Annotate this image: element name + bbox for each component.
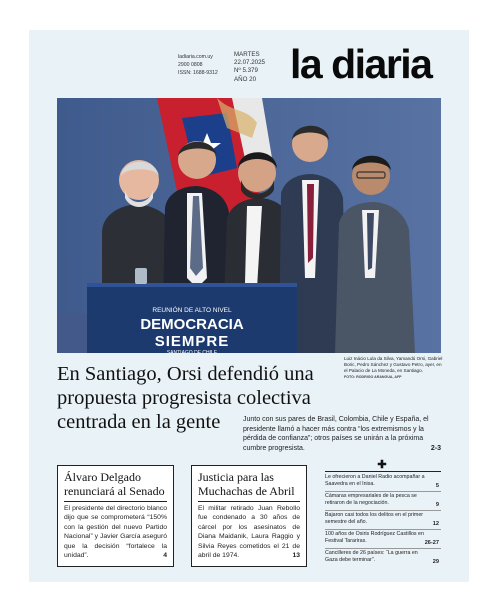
story-page-ref: 4 [163, 552, 167, 560]
story-title[interactable]: Álvaro Delgado renunciará al Senado [64, 470, 165, 498]
story-title[interactable]: Justicia para las Muchachas de Abril [198, 470, 295, 498]
index-item-text: Bajaron casi todos los delitos en el primer semestre del año. [325, 512, 424, 525]
index-item[interactable] [325, 512, 441, 530]
podium-line-3: SIEMPRE [154, 333, 230, 350]
lead-deck-text: Junto con sus pares de Brasil, Colombia, Chile y España, el presidente llamó a hacer más contra “los extremismos y la pérdida de confianza”; otros países se unirán a la próxima cumbre progresista. [243, 416, 429, 452]
index-item-text: 100 años de Osiris Rodríguez Castillos en Festival Tarariras. [325, 531, 424, 544]
plus-icon: ✚ [377, 459, 387, 471]
podium-line-1: REUNIÓN DE ALTO NIVEL [152, 307, 232, 314]
story-box-delgado[interactable] [57, 465, 174, 567]
weekday-text: MARTES [234, 51, 260, 58]
index-item-page: 9 [435, 502, 439, 508]
year-text: AÑO 20 [234, 75, 257, 83]
index-item-text: Cámaras empresariales de la pesca se retiraron de la negociación. [325, 493, 417, 506]
divider [64, 501, 167, 502]
la-diaria-logo: la diaria [290, 41, 432, 87]
photo-illustration [57, 98, 441, 353]
story-body [64, 504, 167, 560]
story-body-text: El militar retirado Juan Rebollo fue condenado a 30 años de cárcel por los asesinatos de Diana Maidanik, Laura Raggio y Silvia Reyes cometidos el 21 de abril de 1974. [198, 505, 300, 560]
index-item[interactable] [325, 493, 441, 511]
phone-text: 2900 0808 [178, 62, 203, 68]
divider [198, 501, 300, 502]
story-body [198, 504, 300, 560]
issn-text: ISSN: 1688-9312 [178, 70, 218, 76]
lead-photo [57, 98, 441, 353]
lead-deck [243, 415, 441, 453]
masthead-date-block [234, 51, 265, 84]
index-item-page: 26-27 [424, 540, 439, 546]
index-item[interactable] [325, 531, 441, 549]
photo-caption [344, 356, 444, 380]
lead-headline[interactable]: En Santiago, Orsi defendió una propuesta progresista colectiva centrada en la gente [57, 363, 314, 433]
lead-page-ref: 2-3 [430, 444, 441, 452]
index-item[interactable] [325, 474, 441, 492]
story-body-text: El presidente del directorio blanco dijo que se comprometerá “150% con la gestión del nuevo Partido Nacional” y Javier García aseguró que la decisión “fortalece la unidad”. [64, 505, 167, 560]
index-item-page: 29 [432, 559, 439, 565]
index-item[interactable] [325, 550, 441, 567]
date-text: 22.07.2025 [234, 59, 265, 67]
photo-credit: FOTO: RODRIGO ARANGUA, AFP [344, 375, 402, 379]
caption-text: Luiz Inácio Lula da Silva, Yamandú Orsi, Gabriel Boric, Pedro Sánchez y Gustavo Petro, ayer, en el Palacio de La Moneda, en Santiago. [344, 356, 443, 373]
index-item-page: 12 [432, 521, 439, 527]
story-box-muchachas-de-abril[interactable] [191, 465, 307, 567]
news-index [325, 460, 441, 567]
story-page-ref: 13 [292, 552, 300, 560]
index-item-text: Cancilleres de 26 países: “La guerra en Gaza debe terminar”. [325, 550, 418, 563]
index-item-page: 5 [435, 483, 439, 489]
index-item-text: Le ofrecieron a Daniel Radio acompañar a Saavedra en el Inisa. [325, 474, 425, 487]
issue-number: Nº 5.379 [234, 67, 258, 75]
podium-line-4: SANTIAGO DE CHILE [166, 350, 218, 353]
masthead-contact [178, 53, 218, 77]
divider [325, 471, 441, 472]
website-text: ladiaria.com.uy [178, 54, 213, 60]
podium-line-2: DEMOCRACIA [140, 316, 244, 333]
